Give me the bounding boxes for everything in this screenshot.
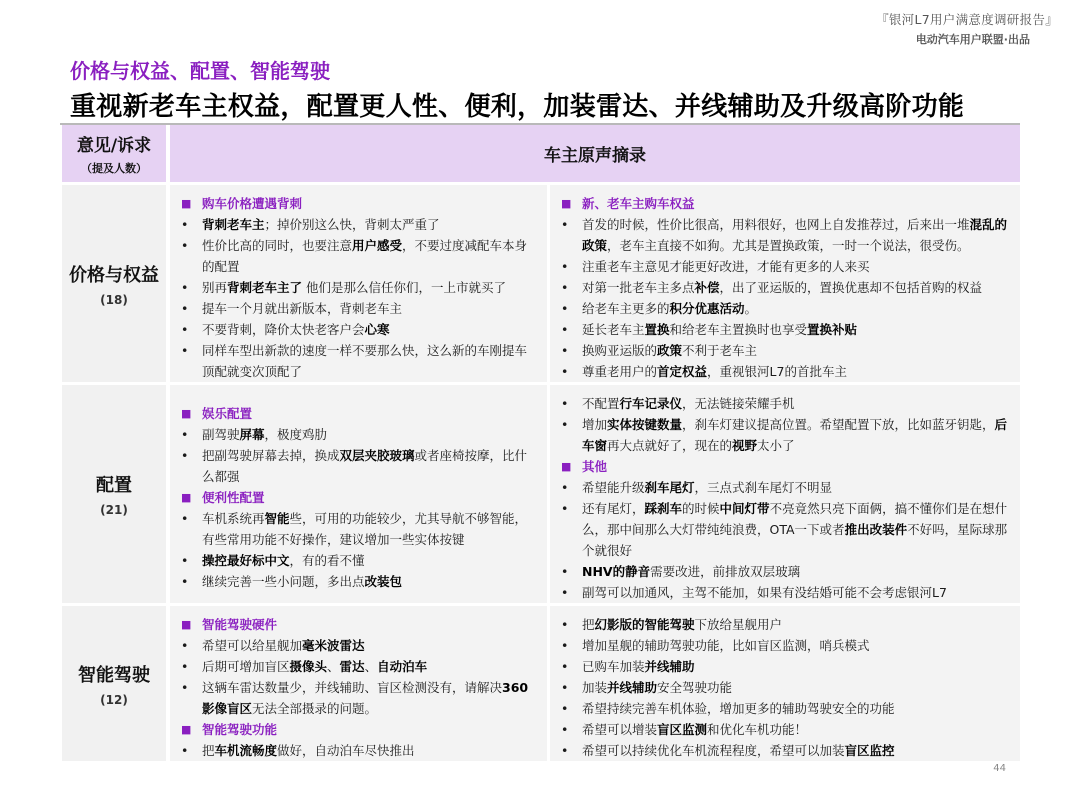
quote-item: [558, 319, 1012, 340]
dot-bullet-icon: •: [561, 343, 569, 358]
quote-text: 希望持续完善车机体验，增加更多的辅助驾驶安全的功能: [582, 701, 895, 716]
quote-text: 操控最好标中文，有的看不懂: [202, 553, 365, 568]
square-bullet-icon: ■: [181, 197, 192, 210]
report-tag: [876, 10, 1058, 47]
quote-item: [178, 424, 539, 445]
quote-group-heading: [178, 487, 539, 508]
quote-item: [558, 561, 1012, 582]
quote-item: [558, 298, 1012, 319]
page-number: 44: [993, 763, 1006, 774]
header-category-note: （提及人数）: [81, 162, 147, 175]
quote-text: 提车一个月就出新版本，背刺老车主: [202, 301, 403, 316]
dot-bullet-icon: •: [181, 680, 189, 695]
heading-text: 便利性配置: [202, 490, 265, 505]
quotes-left: [170, 606, 547, 761]
quote-item: [558, 214, 1012, 256]
dot-bullet-icon: •: [181, 301, 189, 316]
quote-text: 同样车型出新款的速度一样不要那么快，这么新的车刚提车顶配就变次顶配了: [202, 343, 528, 379]
square-bullet-icon: ■: [561, 197, 572, 210]
category-cell: [62, 185, 166, 382]
quote-item: [558, 656, 1012, 677]
report-title: 『银河L7用户满意度调研报告』: [876, 12, 1058, 27]
quote-item: [178, 635, 539, 656]
quote-group-heading: [178, 403, 539, 424]
category-cell: [62, 385, 166, 603]
quote-text: 已购车加装并线辅助: [582, 659, 695, 674]
square-bullet-icon: ■: [181, 491, 192, 504]
quote-text: 增加星舰的辅助驾驶功能，比如盲区监测，哨兵模式: [582, 638, 870, 653]
header-quotes-label: 车主原声摘录: [544, 146, 646, 166]
dot-bullet-icon: •: [561, 322, 569, 337]
heading-text: 其他: [582, 459, 608, 474]
quote-item: [178, 656, 539, 677]
dot-bullet-icon: •: [561, 417, 569, 432]
quote-text: 不要背刺，降价太快老客户会心寒: [202, 322, 390, 337]
dot-bullet-icon: •: [181, 574, 189, 589]
quotes-right: [550, 185, 1020, 382]
quote-item: [178, 235, 539, 277]
quote-text: NHV的静音需要改进，前排放双层玻璃: [582, 564, 801, 579]
table-header: [62, 125, 1020, 182]
page-headline: 重视新老车主权益，配置更人性、便利，加装雷达、并线辅助及升级高阶功能: [70, 92, 965, 122]
quote-text: 注重老车主意见才能更好改进，才能有更多的人来买: [582, 259, 870, 274]
category-name: 配置: [96, 475, 132, 496]
dot-bullet-icon: •: [181, 743, 189, 758]
quote-item: [178, 214, 539, 235]
square-bullet-icon: ■: [181, 618, 192, 631]
quote-text: 换购亚运版的政策不利于老车主: [582, 343, 758, 358]
quote-item: [178, 319, 539, 340]
quote-item: [178, 298, 539, 319]
mention-count: (18): [100, 292, 128, 307]
quote-item: [178, 740, 539, 761]
category-name: 价格与权益: [69, 264, 159, 286]
quote-item: [178, 340, 539, 382]
dot-bullet-icon: •: [561, 680, 569, 695]
quote-item: [558, 393, 1012, 414]
quotes-left: [170, 385, 547, 603]
dot-bullet-icon: •: [561, 659, 569, 674]
quote-group-heading: [558, 193, 1012, 214]
quote-group-heading: [558, 456, 1012, 477]
quote-text: 尊重老用户的首定权益，重视银河L7的首批车主: [582, 364, 847, 379]
quote-text: 给老车主更多的积分优惠活动。: [582, 301, 758, 316]
dot-bullet-icon: •: [561, 301, 569, 316]
quote-text: 背刺老车主；掉价别这么快，背刺太严重了: [202, 217, 440, 232]
dot-bullet-icon: •: [181, 280, 189, 295]
quote-text: 副驾可以加通风，主驾不能加，如果有没结婚可能不会考虑银河L7: [582, 585, 947, 600]
table-row: [62, 385, 1020, 603]
quote-item: [558, 361, 1012, 382]
quote-text: 希望可以持续优化车机流程程度，希望可以加装盲区监控: [582, 743, 895, 758]
heading-text: 智能驾驶硬件: [202, 617, 278, 632]
quote-item: [558, 740, 1012, 761]
quote-item: [558, 719, 1012, 740]
dot-bullet-icon: •: [181, 659, 189, 674]
quote-item: [558, 340, 1012, 361]
quote-text: 延长老车主置换和给老车主置换时也享受置换补贴: [582, 322, 858, 337]
dot-bullet-icon: •: [181, 553, 189, 568]
quote-item: [558, 477, 1012, 498]
dot-bullet-icon: •: [561, 396, 569, 411]
quote-item: [558, 614, 1012, 635]
quote-text: 还有尾灯，踩刹车的时候中间灯带不亮竟然只亮下面俩，搞不懂你们是在想什么，那中间那么大灯带纯纯浪费，OTA一下或者推出改装件不好吗，星际球那个就很好: [582, 501, 1008, 558]
quote-text: 加装并线辅助安全驾驶功能: [582, 680, 733, 695]
dot-bullet-icon: •: [561, 217, 569, 232]
quote-text: 把幻影版的智能驾驶下放给星舰用户: [582, 617, 783, 632]
dot-bullet-icon: •: [181, 638, 189, 653]
quote-item: [178, 508, 539, 550]
quote-item: [178, 571, 539, 592]
quote-text: 把车机流畅度做好，自动泊车尽快推出: [202, 743, 415, 758]
quote-text: 把副驾驶屏幕去掉，换成双层夹胶玻璃或者座椅按摩，比什么都强: [202, 448, 528, 484]
category-name: 智能驾驶: [78, 664, 150, 686]
quote-item: [178, 445, 539, 487]
section-subtitle: 价格与权益、配置、智能驾驶: [70, 59, 330, 83]
quote-group-heading: [178, 193, 539, 214]
dot-bullet-icon: •: [561, 585, 569, 600]
dot-bullet-icon: •: [181, 322, 189, 337]
quotes-right: [550, 606, 1020, 761]
heading-text: 智能驾驶功能: [202, 722, 278, 737]
quote-text: 副驾驶屏幕，极度鸡肋: [202, 427, 328, 442]
heading-text: 娱乐配置: [202, 406, 253, 421]
square-bullet-icon: ■: [561, 460, 572, 473]
quote-text: 继续完善一些小问题，多出点改装包: [202, 574, 403, 589]
mention-count: (21): [100, 503, 128, 517]
header-quotes: [170, 125, 1020, 182]
dot-bullet-icon: •: [561, 280, 569, 295]
dot-bullet-icon: •: [181, 217, 189, 232]
quote-item: [178, 677, 539, 719]
dot-bullet-icon: •: [561, 617, 569, 632]
table-row: [62, 185, 1020, 382]
quote-text: 希望可以给星舰加毫米波雷达: [202, 638, 365, 653]
table-row: [62, 606, 1020, 761]
dot-bullet-icon: •: [561, 259, 569, 274]
report-publisher: 电动汽车用户联盟·出品: [915, 33, 1030, 46]
quote-item: [558, 582, 1012, 603]
dot-bullet-icon: •: [561, 364, 569, 379]
quote-text: 后期可增加盲区摄像头、雷达、自动泊车: [202, 659, 428, 674]
heading-text: 新、老车主购车权益: [582, 196, 695, 211]
quote-text: 不配置行车记录仪，无法链接荣耀手机: [582, 396, 795, 411]
quote-item: [558, 277, 1012, 298]
quote-group-heading: [178, 719, 539, 740]
header-category-label: 意见/诉求: [76, 136, 152, 156]
quotes-left: [170, 185, 547, 382]
quote-item: [558, 256, 1012, 277]
quote-item: [558, 635, 1012, 656]
feedback-table: [62, 125, 1020, 761]
quote-text: 希望能升级刹车尾灯，三点式刹车尾灯不明显: [582, 480, 833, 495]
quote-text: 车机系统再智能些，可用的功能较少，尤其导航不够智能，有些常用功能不好操作，建议增加一些实体按键: [202, 511, 528, 547]
header-category: [62, 125, 166, 182]
dot-bullet-icon: •: [561, 722, 569, 737]
quote-item: [558, 498, 1012, 561]
square-bullet-icon: ■: [181, 407, 192, 420]
dot-bullet-icon: •: [561, 743, 569, 758]
quote-text: 这辆车雷达数量少，并线辅助、盲区检测没有，请解决360影像盲区无法全部摄录的问题。: [202, 680, 529, 716]
heading-text: 购车价格遭遇背刺: [202, 196, 303, 211]
quote-text: 希望可以增装盲区监测和优化车机功能！: [582, 722, 808, 737]
quote-text: 增加实体按键数量，刹车灯建议提高位置。希望配置下放，比如蓝牙钥匙，后车窗再大点就好了，现在的视野太小了: [582, 417, 1008, 453]
dot-bullet-icon: •: [561, 480, 569, 495]
dot-bullet-icon: •: [561, 701, 569, 716]
quote-item: [178, 277, 539, 298]
mention-count: (12): [100, 692, 128, 707]
quote-text: 首发的时候，性价比很高，用料很好，也网上自发推荐过，后来出一堆混乱的政策，老车主直接不如狗。尤其是置换政策，一时一个说法，很受伤。: [582, 217, 1008, 253]
quote-group-heading: [178, 614, 539, 635]
quote-item: [558, 698, 1012, 719]
quote-text: 对第一批老车主多点补偿，出了亚运版的，置换优惠却不包括首购的权益: [582, 280, 983, 295]
quote-text: 别再背刺老车主了 他们是那么信任你们，一上市就买了: [202, 280, 507, 295]
square-bullet-icon: ■: [181, 723, 192, 736]
dot-bullet-icon: •: [561, 638, 569, 653]
category-cell: [62, 606, 166, 761]
dot-bullet-icon: •: [181, 448, 189, 463]
quote-item: [178, 550, 539, 571]
quote-item: [558, 414, 1012, 456]
dot-bullet-icon: •: [561, 564, 569, 579]
dot-bullet-icon: •: [181, 427, 189, 442]
dot-bullet-icon: •: [561, 501, 569, 516]
quote-item: [558, 677, 1012, 698]
quotes-right: [550, 385, 1020, 603]
quote-text: 性价比高的同时，也要注意用户感受，不要过度减配车本身的配置: [202, 238, 528, 274]
dot-bullet-icon: •: [181, 343, 189, 358]
dot-bullet-icon: •: [181, 511, 189, 526]
dot-bullet-icon: •: [181, 238, 189, 253]
